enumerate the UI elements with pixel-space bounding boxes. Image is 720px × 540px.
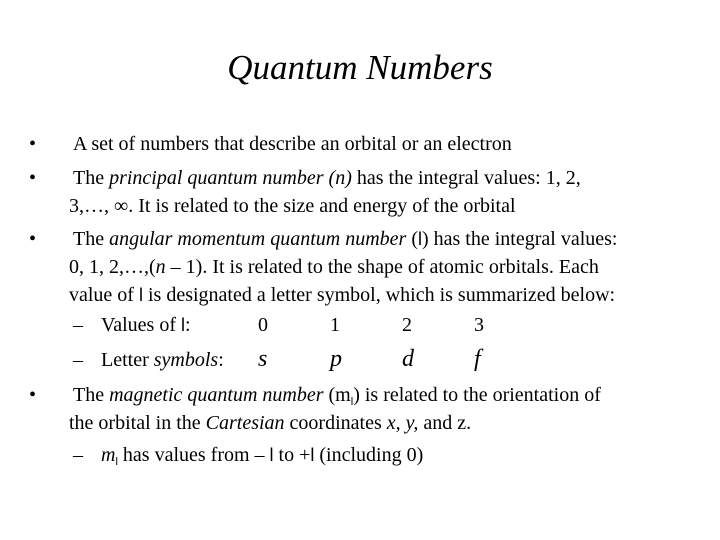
bullet-3-line-1: The angular momentum quantum number (l) has the integral values: xyxy=(73,228,618,250)
value-cell: 2 xyxy=(402,314,412,336)
symbol-cell: d xyxy=(402,346,414,372)
symbol-cell: f xyxy=(474,346,481,372)
values-label: Values of l: xyxy=(101,314,191,336)
bullet-4-line-2: the orbital in the Cartesian coordinates x, y, and z. xyxy=(69,412,472,434)
bullet-marker: • xyxy=(29,133,37,155)
ml-values-line: $m_l$ has values from – l to +l (including 0) xyxy=(101,444,424,468)
value-cell: 0 xyxy=(258,314,268,336)
bullet-marker: • xyxy=(29,228,37,250)
bullet-marker: • xyxy=(29,167,37,189)
bullet-2-line-2: 3,…, ∞. It is related to the size and energy of the orbital xyxy=(69,195,516,217)
symbol-cell: s xyxy=(258,346,268,372)
dash-marker: – xyxy=(73,444,83,466)
slide-title: Quantum Numbers xyxy=(227,48,493,87)
bullet-3-line-3: value of l is designated a letter symbol, which is summarized below: xyxy=(69,284,616,306)
dash-marker: – xyxy=(73,349,83,371)
dash-marker: – xyxy=(73,314,83,336)
bullet-4-line-1: The magnetic quantum number $(m_l)$ is related to the orientation of xyxy=(73,384,601,408)
bullet-2-line-1: The principal quantum number (n) has the integral values: 1, 2, xyxy=(73,167,581,189)
bullet-marker: • xyxy=(29,384,37,406)
value-cell: 1 xyxy=(330,314,340,336)
symbol-cell: p xyxy=(330,346,342,372)
value-cell: 3 xyxy=(474,314,484,336)
bullet-3-line-2: 0, 1, 2,…,(n – 1). It is related to the shape of atomic orbitals. Each xyxy=(69,256,599,278)
bullet-1-text: A set of numbers that describe an orbital or an electron xyxy=(73,133,512,155)
symbols-label: Letter symbols: xyxy=(101,349,224,371)
